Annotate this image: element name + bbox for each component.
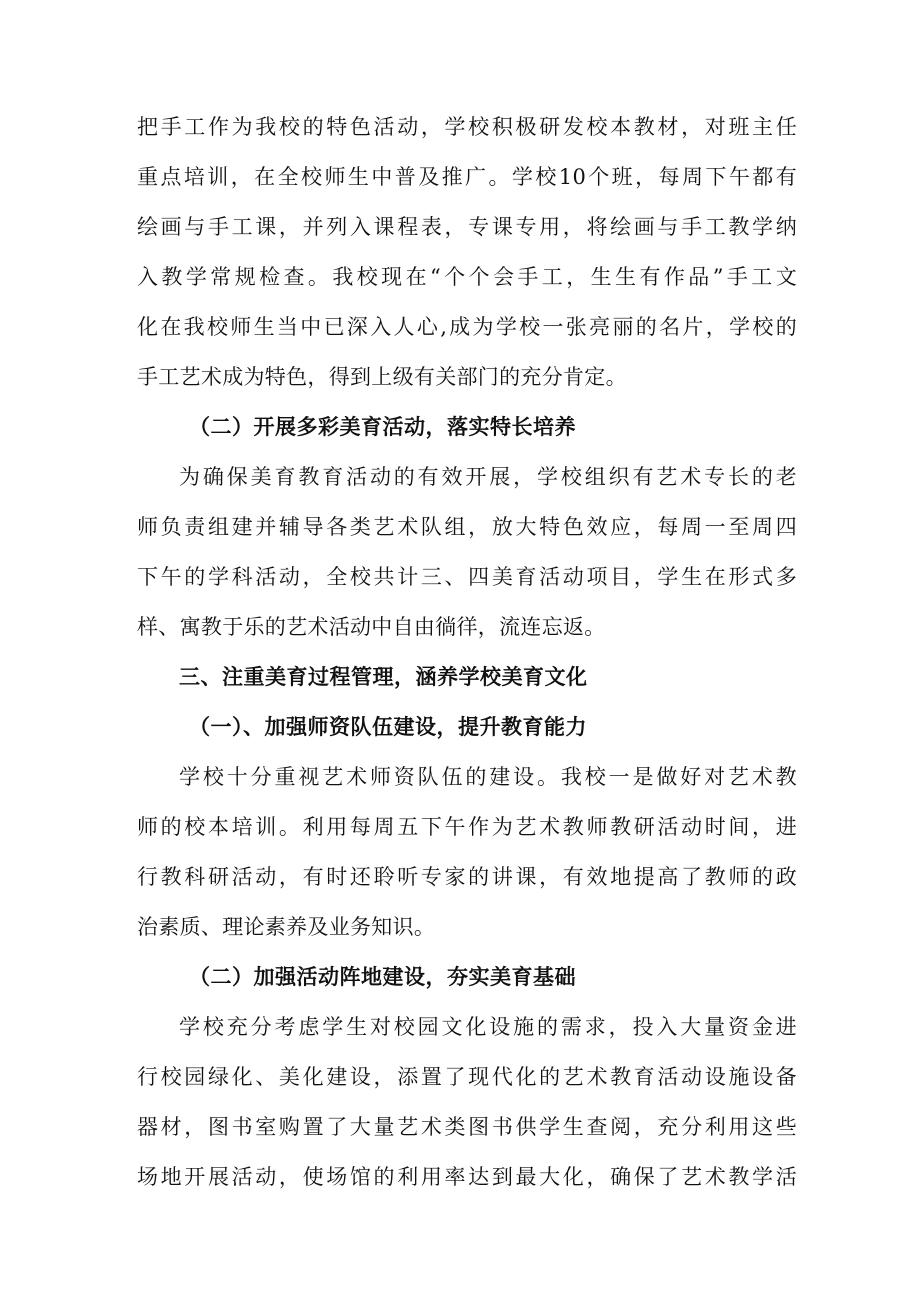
paragraph-line: 下午的学科活动，全校共计三、四美育活动项目，学生在形式多 — [137, 565, 797, 589]
paragraph-line: 学校充分考虑学生对校园文化设施的需求，投入大量资金进 — [179, 1015, 797, 1039]
paragraph-line: 绘画与手工课，并列入课程表，专课专用，将绘画与手工教学纳 — [137, 215, 797, 239]
paragraph-line: 把手工作为我校的特色活动，学校积极研发校本教材，对班主任 — [137, 115, 797, 139]
paragraph-line: 师负责组建并辅导各类艺术队组，放大特色效应，每周一至周四 — [137, 515, 797, 539]
paragraph-line: 入教学常规检查。我校现在“个个会手工，生生有作品”手工文 — [137, 265, 797, 289]
paragraph-line: 治素质、理论素养及业务知识。 — [137, 915, 436, 939]
paragraph-line: 场地开展活动，使场馆的利用率达到最大化，确保了艺术教学活 — [137, 1165, 797, 1189]
section-heading: （二）加强活动阵地建设，夯实美育基础 — [189, 964, 576, 989]
paragraph-line: 样、寓教于乐的艺术活动中自由徜徉，流连忘返。 — [137, 615, 606, 639]
chapter-heading: 三、注重美育过程管理，涵养学校美育文化 — [179, 664, 588, 689]
paragraph-line: 行教科研活动，有时还聆听专家的讲课，有效地提高了教师的政 — [137, 865, 797, 889]
paragraph-line: 化在我校师生当中已深入人心,成为学校一张亮丽的名片，学校的 — [137, 315, 797, 339]
section-heading: （一）、加强师资队伍建设，提升教育能力 — [189, 714, 587, 739]
paragraph-line: 手工艺术成为特色，得到上级有关部门的充分肯定。 — [137, 365, 627, 389]
paragraph-line: 学校十分重视艺术师资队伍的建设。我校一是做好对艺术教 — [179, 765, 797, 789]
paragraph-line: 行校园绿化、美化建设，添置了现代化的艺术教育活动设施设备 — [137, 1065, 797, 1089]
section-heading: （二）开展多彩美育活动，落实特长培养 — [189, 414, 576, 439]
paragraph-line: 器材，图书室购置了大量艺术类图书供学生查阅，充分利用这些 — [137, 1115, 797, 1139]
paragraph-line: 师的校本培训。利用每周五下午作为艺术教师教研活动时间，进 — [137, 815, 797, 839]
paragraph-line: 为确保美育教育活动的有效开展，学校组织有艺术专长的老 — [179, 465, 797, 489]
paragraph-line: 重点培训，在全校师生中普及推广。学校10个班，每周下午都有 — [137, 165, 797, 189]
